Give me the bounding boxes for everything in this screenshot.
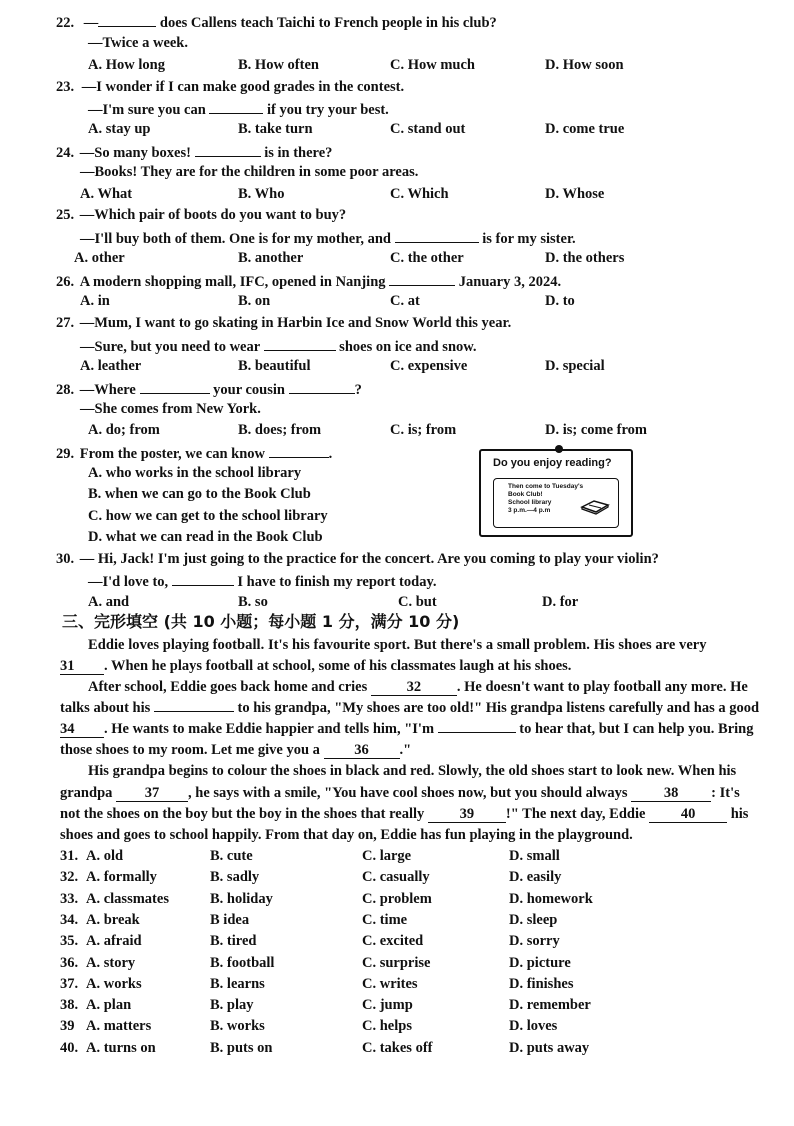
cloze-number: 39 (60, 1018, 75, 1035)
blank-35 (438, 732, 516, 733)
cloze-option-a: A. turns on (86, 1039, 156, 1056)
passage-text: : It's (711, 785, 740, 801)
cloze-option-c: C. excited (362, 933, 424, 950)
passage-line (60, 784, 740, 802)
cloze-option-b: B. football (210, 954, 275, 971)
cloze-option-c: C. time (362, 911, 408, 928)
option-b: B. when we can go to the Book Club (88, 486, 311, 502)
question-number: 24. (56, 145, 75, 161)
option-a: A. other (74, 250, 125, 266)
blank-34: 34 (60, 721, 104, 738)
reply-text: —Sure, but you need to wear (80, 339, 264, 355)
cloze-option-d: D. puts away (509, 1039, 590, 1056)
question-text: —Where (79, 382, 140, 398)
cloze-option-b: B. works (210, 1018, 265, 1035)
cloze-option-a: A. break (86, 911, 140, 928)
option-c: C. how we can get to the school library (88, 508, 328, 524)
option-c: C. but (398, 594, 437, 610)
option-d: D. come true (545, 121, 625, 137)
question-text: —So many boxes! (79, 145, 195, 161)
question-22 (56, 12, 497, 32)
option-c: C. expensive (390, 358, 468, 374)
section-heading: 三、完形填空 (共 10 小题；每小题 1 分，满分 10 分) (62, 612, 460, 631)
passage-line (60, 805, 748, 823)
question-number: 26. (56, 274, 75, 290)
reply-line (88, 571, 437, 591)
passage-line (60, 741, 411, 759)
reply-line (80, 228, 576, 248)
passage-text: . He wants to make Eddie happier and tells him, "I'm (104, 721, 438, 737)
question-30 (56, 550, 659, 568)
option-a: A. stay up (88, 121, 151, 137)
cloze-number: 35. (60, 933, 79, 950)
cloze-option-d: D. remember (509, 997, 591, 1014)
option-b: B. on (238, 293, 271, 309)
cloze-number: 40. (60, 1039, 79, 1056)
option-c: C. is; from (390, 422, 457, 438)
answer-blank (172, 571, 234, 586)
question-text: —I wonder if I can make good grades in the contest. (81, 79, 405, 95)
passage-text: grandpa (60, 785, 117, 801)
cloze-option-d: D. picture (509, 954, 571, 971)
passage-text: talks about his (60, 700, 154, 716)
cloze-option-b: B. puts on (210, 1039, 273, 1056)
option-a: A. and (88, 594, 130, 610)
passage-line: His grandpa begins to colour the shoes in black and red. Slowly, the old shoes start to look new. When his (88, 763, 737, 779)
question-text: —Mum, I want to go skating in Harbin Ice and Snow World this year. (79, 315, 512, 331)
passage-line: Eddie loves playing football. It's his favourite sport. But there's a small problem. His shoes are very (88, 637, 707, 653)
option-a: A. do; from (88, 422, 160, 438)
question-number: 25. (56, 207, 75, 223)
reply-text: shoes on ice and snow. (335, 339, 477, 355)
answer-blank (264, 336, 336, 351)
option-d: D. Whose (545, 186, 605, 202)
answer-blank (98, 12, 156, 27)
blank-36: 36 (324, 742, 400, 759)
question-number: 30. (56, 551, 75, 567)
reply-text: if you try your best. (263, 102, 389, 118)
cloze-option-b: B. learns (210, 975, 265, 992)
question-number: 27. (56, 315, 75, 331)
cloze-option-b: B idea (210, 911, 250, 928)
question-28 (56, 379, 362, 399)
question-29 (56, 443, 332, 463)
blank-38: 38 (631, 785, 711, 802)
passage-text: After school, Eddie goes back home and cries (88, 679, 371, 695)
question-text: — Hi, Jack! I'm just going to the practice for the concert. Are you coming to play your violin? (79, 551, 659, 567)
passage-line (60, 720, 753, 738)
reply-line (88, 99, 389, 119)
option-d: D. the others (545, 250, 625, 266)
cloze-option-c: C. helps (362, 1018, 412, 1035)
reply-text: I have to finish my report today. (233, 574, 437, 590)
answer-blank-2 (289, 379, 355, 394)
question-number: 22. (56, 15, 75, 31)
cloze-option-a: A. works (86, 975, 142, 992)
cloze-option-c: C. casually (362, 869, 430, 886)
passage-text: to hear that, but I can help you. Bring (515, 721, 754, 737)
passage-line (60, 657, 571, 675)
cloze-option-d: D. homework (509, 890, 593, 907)
option-a: A. leather (80, 358, 142, 374)
cloze-option-b: B. holiday (210, 890, 273, 907)
reply-line: —Twice a week. (88, 35, 188, 51)
blank-40: 40 (649, 806, 727, 823)
reply-line: —She comes from New York. (80, 401, 261, 417)
option-c: C. at (390, 293, 420, 309)
question-text: —Which pair of boots do you want to buy? (79, 207, 347, 223)
question-number: 29. (56, 446, 75, 462)
poster-inner-box (493, 478, 619, 528)
passage-text: !" The next day, Eddie (505, 806, 650, 822)
cloze-option-d: D. loves (509, 1018, 558, 1035)
cloze-number: 32. (60, 869, 79, 886)
option-a: A. How long (88, 57, 165, 73)
question-text: your cousin (209, 382, 289, 398)
poster-text: Then come to Tuesday's Book Club! School library 3 p.m.—4 p.m (508, 483, 584, 514)
cloze-option-a: A. formally (86, 869, 157, 886)
answer-blank (209, 99, 263, 114)
option-a: A. who works in the school library (88, 465, 302, 481)
cloze-option-a: A. afraid (86, 933, 142, 950)
poster-title: Do you enjoy reading? (493, 457, 612, 469)
cloze-option-c: C. surprise (362, 954, 431, 971)
option-c: C. How much (390, 57, 475, 73)
option-d: D. to (545, 293, 575, 309)
passage-line (88, 678, 748, 696)
question-27 (56, 314, 511, 332)
option-b: B. take turn (238, 121, 313, 137)
option-b: B. does; from (238, 422, 322, 438)
option-d: D. How soon (545, 57, 624, 73)
cloze-option-c: C. takes off (362, 1039, 433, 1056)
cloze-option-a: A. matters (86, 1018, 152, 1035)
cloze-option-c: C. writes (362, 975, 418, 992)
book-club-poster (479, 449, 633, 537)
reply-line: —Books! They are for the children in some poor areas. (80, 164, 419, 180)
passage-text: . When he plays football at school, some of his classmates laugh at his shoes. (104, 658, 572, 674)
answer-blank-1 (140, 379, 210, 394)
reply-text: —I'm sure you can (88, 102, 210, 118)
answer-blank (269, 443, 329, 458)
cloze-option-d: D. small (509, 848, 560, 864)
option-a: A. in (80, 293, 110, 309)
option-c: C. the other (390, 250, 464, 266)
cloze-option-a: A. plan (86, 997, 132, 1014)
option-d: D. special (545, 358, 605, 374)
option-b: B. How often (238, 57, 319, 73)
cloze-number: 31. (60, 848, 79, 864)
blank-33 (154, 711, 234, 712)
passage-text: to his grandpa, "My shoes are too old!" His grandpa listens carefully and has a good (233, 700, 760, 716)
option-d: D. what we can read in the Book Club (88, 529, 323, 545)
passage-text: his (727, 806, 749, 822)
cloze-number: 38. (60, 997, 79, 1014)
option-b: B. so (238, 594, 268, 610)
blank-39: 39 (428, 806, 506, 823)
reply-text: —I'd love to, (88, 574, 172, 590)
cloze-option-d: D. sleep (509, 911, 558, 928)
cloze-number: 34. (60, 911, 79, 928)
option-b: B. beautiful (238, 358, 311, 374)
question-text: ? (354, 382, 362, 398)
option-d: D. is; come from (545, 422, 648, 438)
question-26 (56, 271, 561, 291)
cloze-option-b: B. cute (210, 848, 253, 864)
question-text: does Callens teach Taichi to French people in his club? (156, 15, 497, 31)
cloze-option-b: B. tired (210, 933, 257, 950)
question-23 (56, 78, 404, 96)
answer-blank (395, 228, 479, 243)
question-text: January 3, 2024. (455, 274, 562, 290)
question-text: A modern shopping mall, IFC, opened in Nanjing (79, 274, 390, 290)
cloze-option-a: A. story (86, 954, 136, 971)
passage-text: ." (399, 742, 412, 758)
question-text: From the poster, we can know (79, 446, 269, 462)
cloze-option-b: B. play (210, 997, 254, 1014)
option-c: C. stand out (390, 121, 466, 137)
blank-32: 32 (371, 679, 457, 696)
cloze-option-d: D. finishes (509, 975, 574, 992)
cloze-number: 37. (60, 975, 79, 992)
option-b: B. another (238, 250, 304, 266)
cloze-option-a: A. classmates (86, 890, 169, 907)
option-c: C. Which (390, 186, 449, 202)
answer-blank (389, 271, 455, 286)
passage-line (60, 699, 759, 717)
blank-31: 31 (60, 658, 104, 675)
cloze-number: 36. (60, 954, 79, 971)
passage-line: shoes and goes to school happily. From that day on, Eddie has fun playing in the playground. (60, 827, 633, 843)
cloze-option-d: D. sorry (509, 933, 560, 950)
passage-text: , he says with a smile, "You have cool shoes now, but you should always (188, 785, 632, 801)
answer-blank (195, 142, 261, 157)
passage-text: . He doesn't want to play football any more. He (456, 679, 748, 695)
cloze-number: 33. (60, 890, 79, 907)
cloze-option-d: D. easily (509, 869, 562, 886)
cloze-option-a: A. old (86, 848, 124, 864)
cloze-option-c: C. large (362, 848, 412, 864)
question-text: . (328, 446, 333, 462)
option-b: B. Who (238, 186, 285, 202)
cloze-option-b: B. sadly (210, 869, 260, 886)
dash: — (83, 15, 99, 31)
option-a: A. What (80, 186, 133, 202)
question-text: is in there? (260, 145, 333, 161)
passage-text: those shoes to my room. Let me give you a (60, 742, 324, 758)
blank-37: 37 (116, 785, 188, 802)
reply-text: is for my sister. (478, 231, 576, 247)
question-25 (56, 206, 346, 224)
question-number: 23. (56, 79, 75, 95)
passage-text: not the shoes on the boy but the boy in the shoes that really (60, 806, 428, 822)
question-number: 28. (56, 382, 75, 398)
reply-line (80, 336, 477, 356)
pin-icon (555, 445, 563, 453)
question-24 (56, 142, 332, 162)
cloze-option-c: C. problem (362, 890, 432, 907)
option-d: D. for (542, 594, 579, 610)
cloze-option-c: C. jump (362, 997, 413, 1014)
reply-text: —I'll buy both of them. One is for my mother, and (80, 231, 395, 247)
book-icon (580, 495, 610, 515)
